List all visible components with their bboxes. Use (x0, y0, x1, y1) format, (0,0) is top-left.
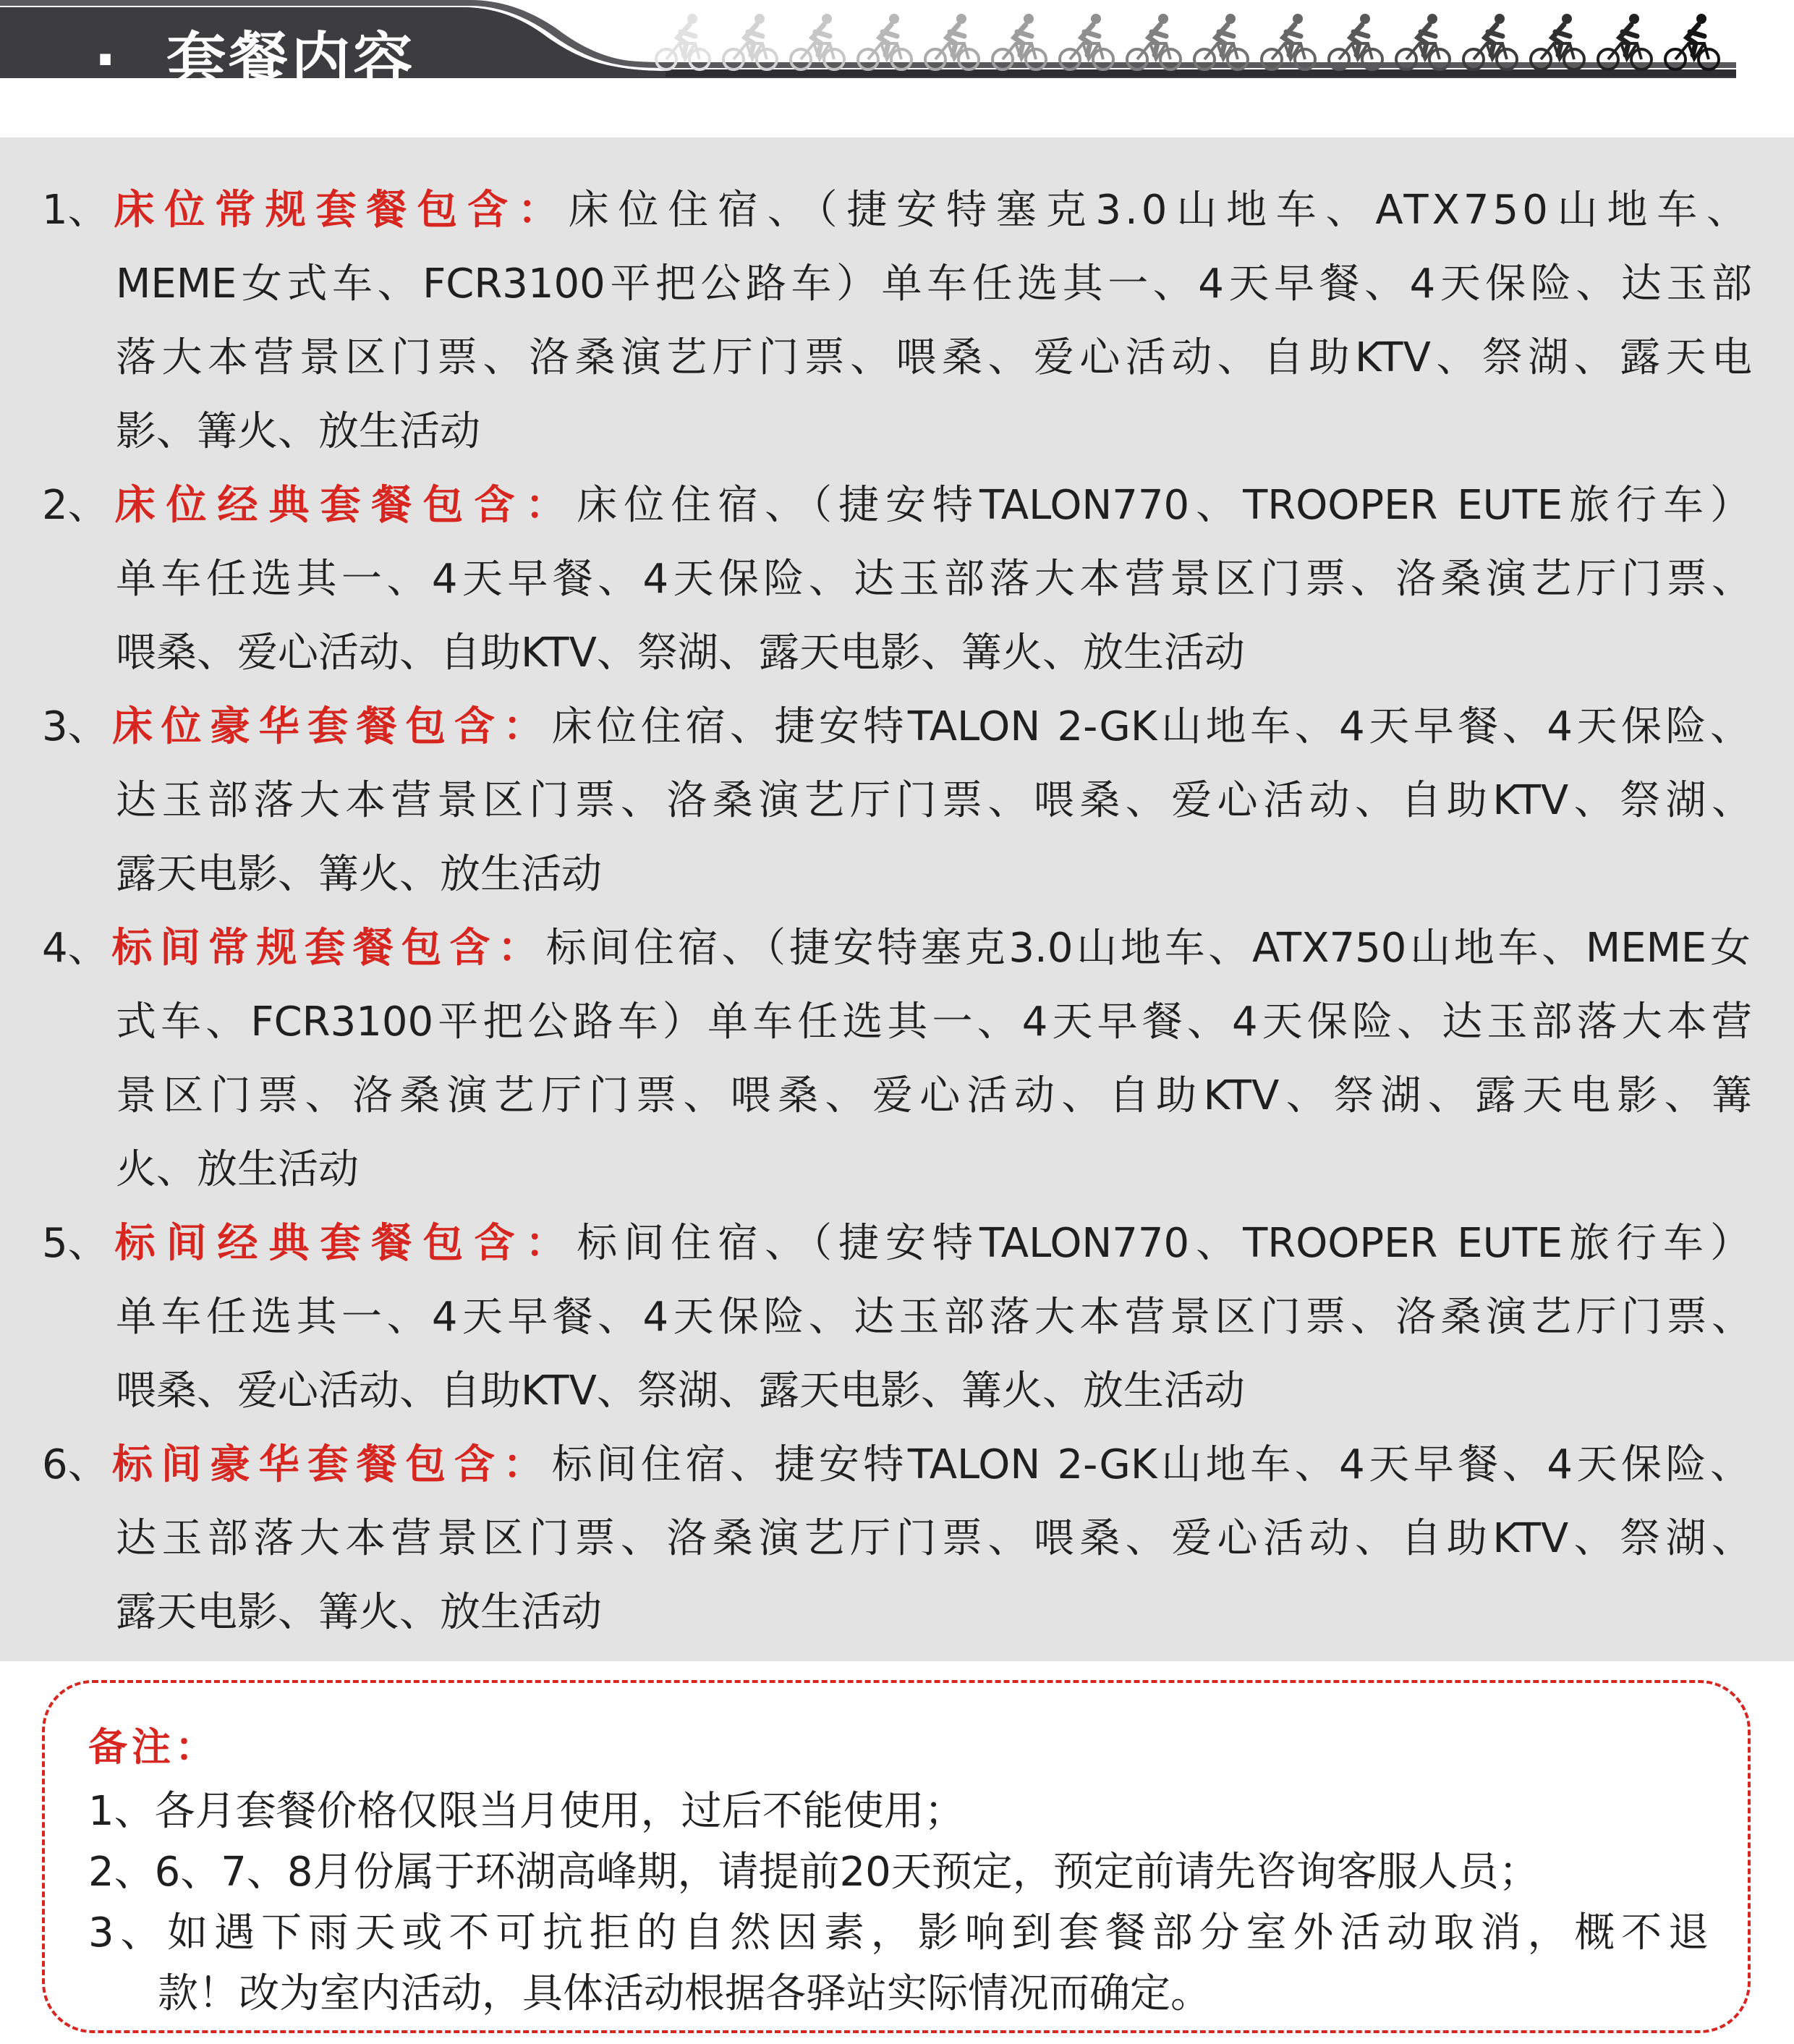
cyclist-icon (1327, 10, 1385, 75)
package-number: 4、 (42, 925, 109, 972)
package-number: 2、 (42, 482, 109, 529)
package-line: 达玉部落大本营景区门票、洛桑演艺厅门票、喂桑、爱心活动、自助KTV、祭湖、 (116, 1515, 1752, 1562)
package-title: 标间豪华套餐包含： (108, 1441, 552, 1488)
cyclist-icon (789, 10, 847, 75)
cyclist-icon (1126, 10, 1183, 75)
package-title: 标间经典套餐包含： (108, 1220, 577, 1267)
cyclist-icon (1529, 10, 1587, 75)
package-line: 影、篝火、放生活动 (116, 408, 480, 455)
package-title: 床位常规套餐包含： (108, 187, 569, 234)
package-line: 式车、FCR3100平把公路车）单车任选其一、4天早餐、4天保险、达玉部落大本营 (116, 998, 1752, 1046)
package-title: 床位豪华套餐包含： (108, 703, 552, 750)
note-item: 2、6、7、8月份属于环湖高峰期，请提前20天预定，预定前请先咨询客服人员； (88, 1849, 1539, 1896)
page-title: 套餐内容 (166, 26, 416, 95)
cyclist-icon (722, 10, 780, 75)
cyclist-icon (924, 10, 982, 75)
cyclist-icon (655, 10, 713, 75)
package-line: 喂桑、爱心活动、自助KTV、祭湖、露天电影、篝火、放生活动 (116, 1367, 1245, 1415)
package-number: 1、 (42, 187, 109, 234)
package-line: 单车任选其一、4天早餐、4天保险、达玉部落大本营景区门票、洛桑演艺厅门票、 (116, 1294, 1752, 1341)
package-line: 床位住宿、（捷安特TALON770、TROOPER EUTE旅行车） (577, 482, 1751, 529)
cyclist-decoration (655, 10, 1725, 75)
cyclist-icon (856, 10, 914, 75)
cyclist-icon (991, 10, 1049, 75)
section-header (0, 0, 1794, 109)
package-line: 火、放生活动 (116, 1146, 359, 1193)
package-list-panel (0, 137, 1794, 1661)
note-item: 1、各月套餐价格仅限当月使用，过后不能使用； (88, 1788, 965, 1835)
package-line: 达玉部落大本营景区门票、洛桑演艺厅门票、喂桑、爱心活动、自助KTV、祭湖、 (116, 777, 1752, 824)
cyclist-icon (1058, 10, 1116, 75)
package-line: 露天电影、篝火、放生活动 (116, 851, 602, 898)
package-title: 标间常规套餐包含： (108, 925, 546, 972)
note-item: 款！改为室内活动，具体活动根据各驿站实际情况而确定。 (158, 1970, 1211, 2017)
package-line: 喂桑、爱心活动、自助KTV、祭湖、露天电影、篝火、放生活动 (116, 629, 1245, 677)
package-line: 标间住宿、捷安特TALON 2-GK山地车、4天早餐、4天保险、 (551, 1441, 1751, 1488)
package-title: 床位经典套餐包含： (108, 482, 577, 529)
notes-box (42, 1680, 1751, 2033)
package-line: MEME女式车、FCR3100平把公路车）单车任选其一、4天早餐、4天保险、达玉部 (116, 260, 1752, 308)
package-line: 床位住宿、（捷安特塞克3.0山地车、ATX750山地车、 (568, 187, 1751, 234)
cyclist-icon (1462, 10, 1520, 75)
package-number: 6、 (42, 1441, 109, 1488)
cyclist-icon (1597, 10, 1654, 75)
note-item: 3、如遇下雨天或不可抗拒的自然因素，影响到套餐部分室外活动取消，概不退 (88, 1909, 1709, 1956)
package-line: 标间住宿、（捷安特TALON770、TROOPER EUTE旅行车） (577, 1220, 1751, 1267)
package-line: 落大本营景区门票、洛桑演艺厅门票、喂桑、爱心活动、自助KTV、祭湖、露天电 (116, 334, 1752, 381)
package-line: 露天电影、篝火、放生活动 (116, 1589, 602, 1636)
header-bullet: · (94, 26, 120, 95)
notes-title: 备注： (88, 1724, 218, 1770)
cyclist-icon (1664, 10, 1722, 75)
package-line: 景区门票、洛桑演艺厅门票、喂桑、爱心活动、自助KTV、祭湖、露天电影、篝 (116, 1072, 1752, 1119)
package-number: 5、 (42, 1220, 109, 1267)
cyclist-icon (1260, 10, 1318, 75)
cyclist-icon (1193, 10, 1251, 75)
package-line: 床位住宿、捷安特TALON 2-GK山地车、4天早餐、4天保险、 (551, 703, 1751, 750)
package-number: 3、 (42, 703, 109, 750)
cyclist-icon (1395, 10, 1453, 75)
package-line: 单车任选其一、4天早餐、4天保险、达玉部落大本营景区门票、洛桑演艺厅门票、 (116, 556, 1752, 603)
package-line: 标间住宿、（捷安特塞克3.0山地车、ATX750山地车、MEME女 (545, 925, 1751, 972)
